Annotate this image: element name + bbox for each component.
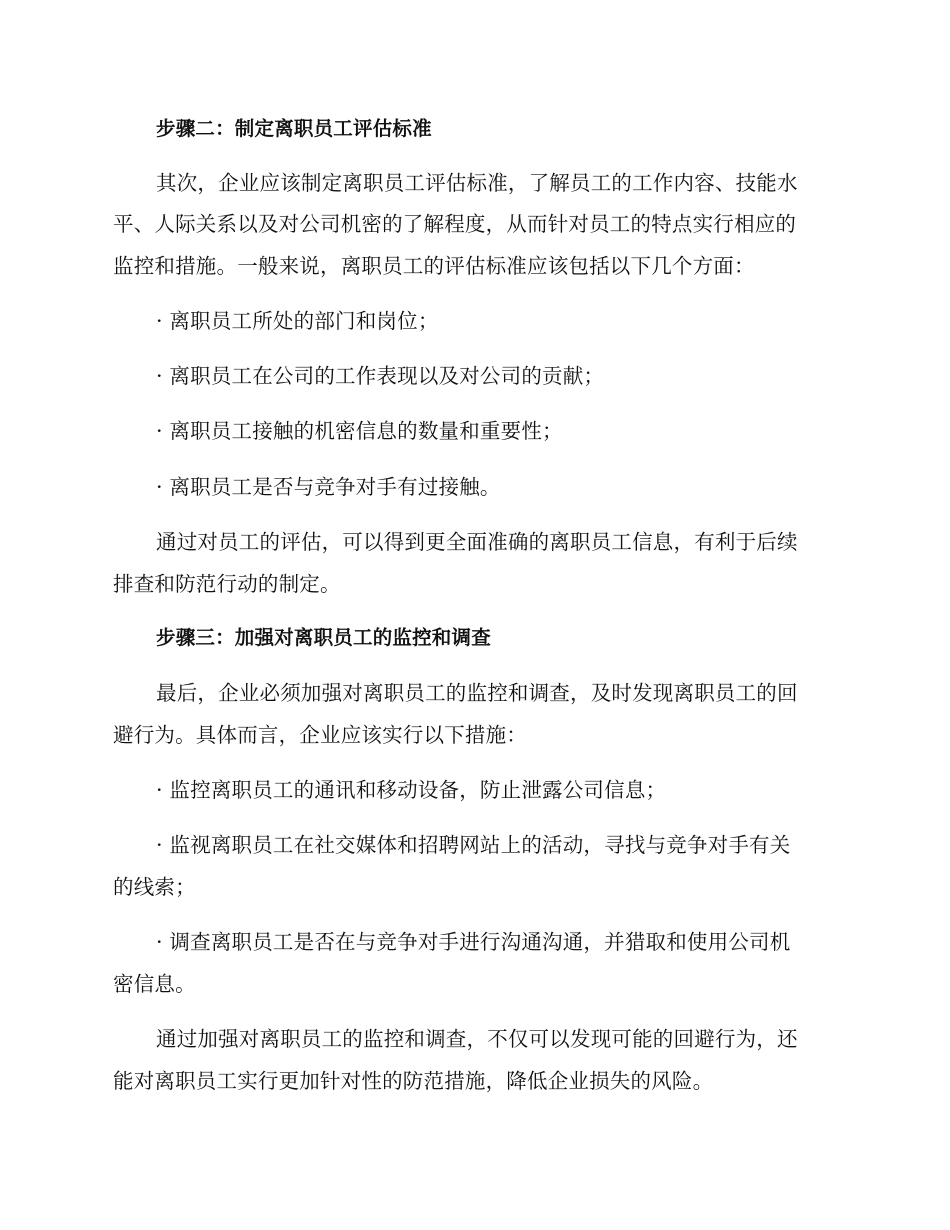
- section-heading-step2: 步骤二：制定离职员工评估标准: [156, 117, 432, 140]
- bullet-item: · 监视离职员工在社交媒体和招聘网站上的活动，寻找与竞争对手有关: [156, 833, 791, 857]
- paragraph-line: 其次，企业应该制定离职员工评估标准，了解员工的工作内容、技能水: [156, 171, 798, 195]
- bullet-item: · 离职员工所处的部门和岗位；: [156, 309, 439, 333]
- bullet-item-continuation: 密信息。: [113, 972, 196, 996]
- paragraph-line: 排查和防范行动的制定。: [113, 572, 341, 596]
- bullet-item: · 离职员工在公司的工作表现以及对公司的贡献；: [156, 364, 605, 388]
- paragraph-line: 平、人际关系以及对公司机密的了解程度，从而针对员工的特点实行相应的: [113, 212, 797, 236]
- bullet-item: · 离职员工接触的机密信息的数量和重要性；: [156, 419, 563, 443]
- paragraph-line: 通过加强对离职员工的监控和调查，不仅可以发现可能的回避行为，还: [156, 1027, 798, 1051]
- section-heading-step3: 步骤三：加强对离职员工的监控和调查: [156, 626, 491, 649]
- paragraph-line: 避行为。具体而言，企业应该实行以下措施：: [113, 723, 527, 747]
- bullet-item-continuation: 的线索；: [113, 875, 196, 899]
- bullet-item: · 调查离职员工是否在与竞争对手进行沟通沟通，并猎取和使用公司机: [156, 930, 791, 954]
- paragraph-line: 最后，企业必须加强对离职员工的监控和调查，及时发现离职员工的回: [156, 681, 798, 705]
- bullet-item: · 监控离职员工的通讯和移动设备，防止泄露公司信息；: [156, 778, 667, 802]
- paragraph-line: 监控和措施。一般来说，离职员工的评估标准应该包括以下几个方面：: [113, 254, 755, 278]
- paragraph-line: 能对离职员工实行更加针对性的防范措施，降低企业损失的风险。: [113, 1069, 714, 1093]
- paragraph-line: 通过对员工的评估，可以得到更全面准确的离职员工信息，有利于后续: [156, 530, 798, 554]
- bullet-item: · 离职员工是否与竞争对手有过接触。: [156, 475, 501, 499]
